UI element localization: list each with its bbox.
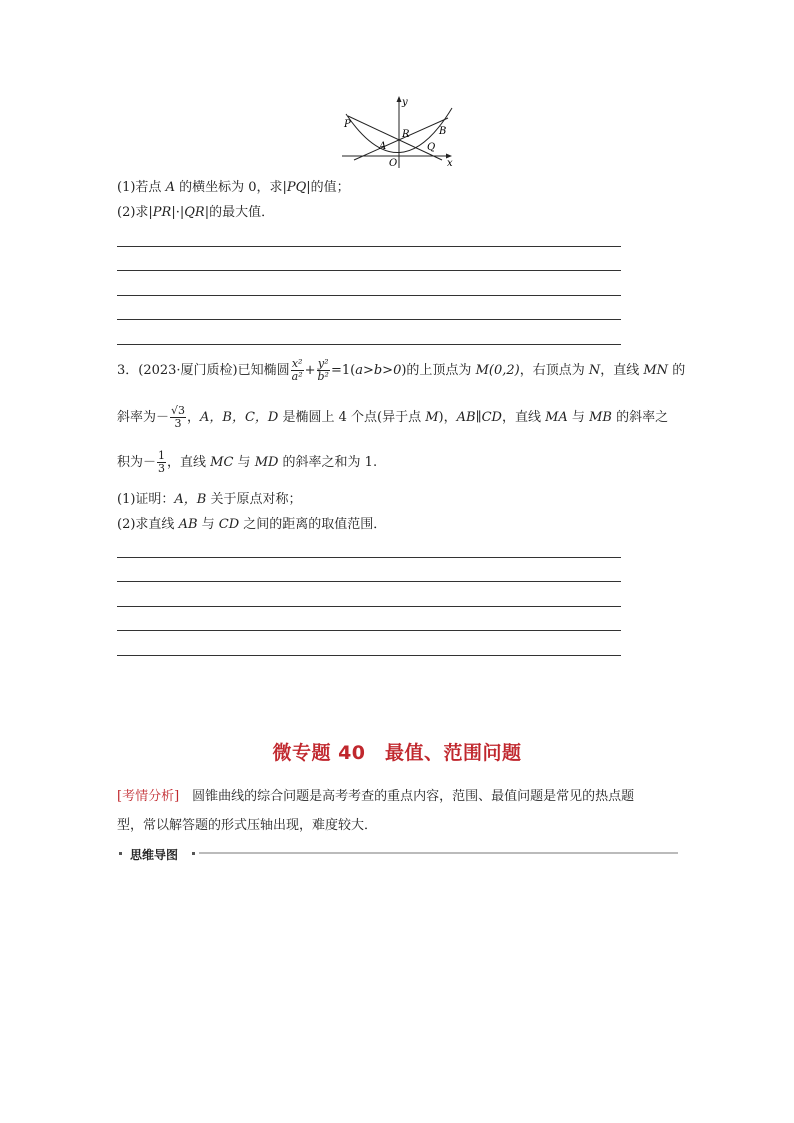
answer-line (117, 655, 621, 656)
y-axis-arrow (397, 96, 402, 102)
fraction-sqrt3-3 (170, 405, 186, 430)
text: )， (438, 410, 457, 425)
var: N (588, 363, 601, 378)
problem3-question2 (117, 516, 386, 534)
analysis-paragraph-line1 (117, 788, 634, 806)
var: AB (178, 517, 198, 532)
var: MC (210, 455, 234, 470)
answer-line (117, 319, 621, 320)
label-r: R (402, 129, 410, 140)
analysis-tag: [考情分析] (117, 789, 180, 804)
text: |·| (171, 205, 185, 220)
analysis-paragraph-line2 (117, 817, 377, 835)
var: AB∥CD (456, 410, 502, 425)
var: A，B，C，D (200, 410, 279, 425)
var: A，B (174, 492, 207, 507)
label-y: y (402, 97, 408, 108)
text: 3．(2023·厦门质检)已知椭圆 (117, 363, 290, 378)
text: 与 (197, 517, 219, 532)
text: ，直线 (501, 410, 546, 425)
text: 与 (567, 410, 590, 425)
text: |的最大值． (204, 205, 275, 220)
bullet-square-icon (192, 852, 195, 855)
text: 积为－ (117, 455, 157, 470)
numerator: y² (317, 357, 329, 370)
var: MD (254, 455, 279, 470)
answer-line (117, 246, 621, 247)
line-ab (354, 118, 448, 160)
var: M (425, 410, 439, 425)
var: a>b>0 (355, 363, 402, 378)
answer-line (117, 270, 621, 271)
text: 型，常以解答题的形式压轴出现，难度较大． (117, 818, 378, 833)
label-b: B (439, 126, 447, 137)
text: 圆锥曲线的综合问题是高考考查的重点内容，范围、最值问题是常见的热点题 (179, 789, 635, 804)
text: + (304, 363, 316, 378)
label-q: Q (427, 142, 436, 153)
parabola-figure (336, 94, 460, 170)
problem3-line1 (117, 356, 685, 386)
numerator: x² (291, 357, 303, 370)
mindmap-label: 思维导图 (130, 848, 179, 862)
fraction-x2-a2 (291, 358, 304, 383)
text: 的斜率之 (611, 410, 669, 425)
numerator: √3 (171, 404, 186, 417)
answer-line (117, 581, 621, 582)
var: MN (643, 363, 669, 378)
answer-line (117, 630, 621, 631)
problem3-line2 (117, 402, 668, 434)
text: (2)求直线 (117, 517, 179, 532)
text: ，右顶点为 (519, 363, 589, 378)
label-o: O (389, 158, 398, 169)
text: ，直线 (600, 363, 644, 378)
text: )的上顶点为 (401, 363, 476, 378)
line-pq (348, 116, 442, 160)
var: M(0,2) (475, 363, 520, 378)
fraction-y2-b2 (317, 358, 330, 383)
answer-line (117, 344, 621, 345)
denominator: b² (317, 370, 329, 383)
section-title: 微专题 40 最值、范围问题 (272, 742, 522, 764)
denominator: 3 (158, 462, 166, 475)
var: MB (589, 410, 612, 425)
text: 的斜率之和为 1. (278, 455, 378, 470)
text: 与 (233, 455, 255, 470)
var: MA (545, 410, 568, 425)
text: (1)若点 (117, 180, 166, 195)
label-x: x (447, 158, 453, 169)
bullet-square-icon (119, 852, 122, 855)
text: 之间的距离的取值范围． (239, 517, 387, 532)
problem3-question1 (117, 491, 302, 509)
problem2-question2 (117, 204, 274, 222)
answer-line (117, 295, 621, 296)
text: 斜率为－ (117, 410, 170, 425)
text: 的 (668, 363, 686, 378)
fraction-1-3 (157, 450, 166, 475)
text: ，直线 (167, 455, 211, 470)
text: ， (187, 410, 201, 425)
var: PQ (286, 180, 307, 195)
answer-line (117, 606, 621, 607)
text: 的横坐标为 0，求| (174, 180, 287, 195)
label-p: P (344, 119, 351, 130)
mindmap-rule (199, 852, 678, 854)
var: QR (184, 205, 205, 220)
denominator: a² (291, 370, 303, 383)
numerator: 1 (158, 449, 166, 462)
text: 是椭圆上 4 个点(异于点 (278, 410, 426, 425)
var: CD (218, 517, 240, 532)
text: 关于原点对称； (206, 492, 302, 507)
var: A (165, 180, 175, 195)
text: (1)证明： (117, 492, 175, 507)
problem2-question1 (117, 179, 350, 197)
problem3-line3 (117, 448, 377, 478)
var: PR (152, 205, 172, 220)
text: =1( (330, 363, 356, 378)
text: (2)求| (117, 205, 153, 220)
denominator: 3 (174, 417, 182, 430)
mindmap-header (117, 846, 678, 862)
label-a: A (379, 141, 387, 152)
answer-line (117, 557, 621, 558)
text: |的值； (306, 180, 350, 195)
